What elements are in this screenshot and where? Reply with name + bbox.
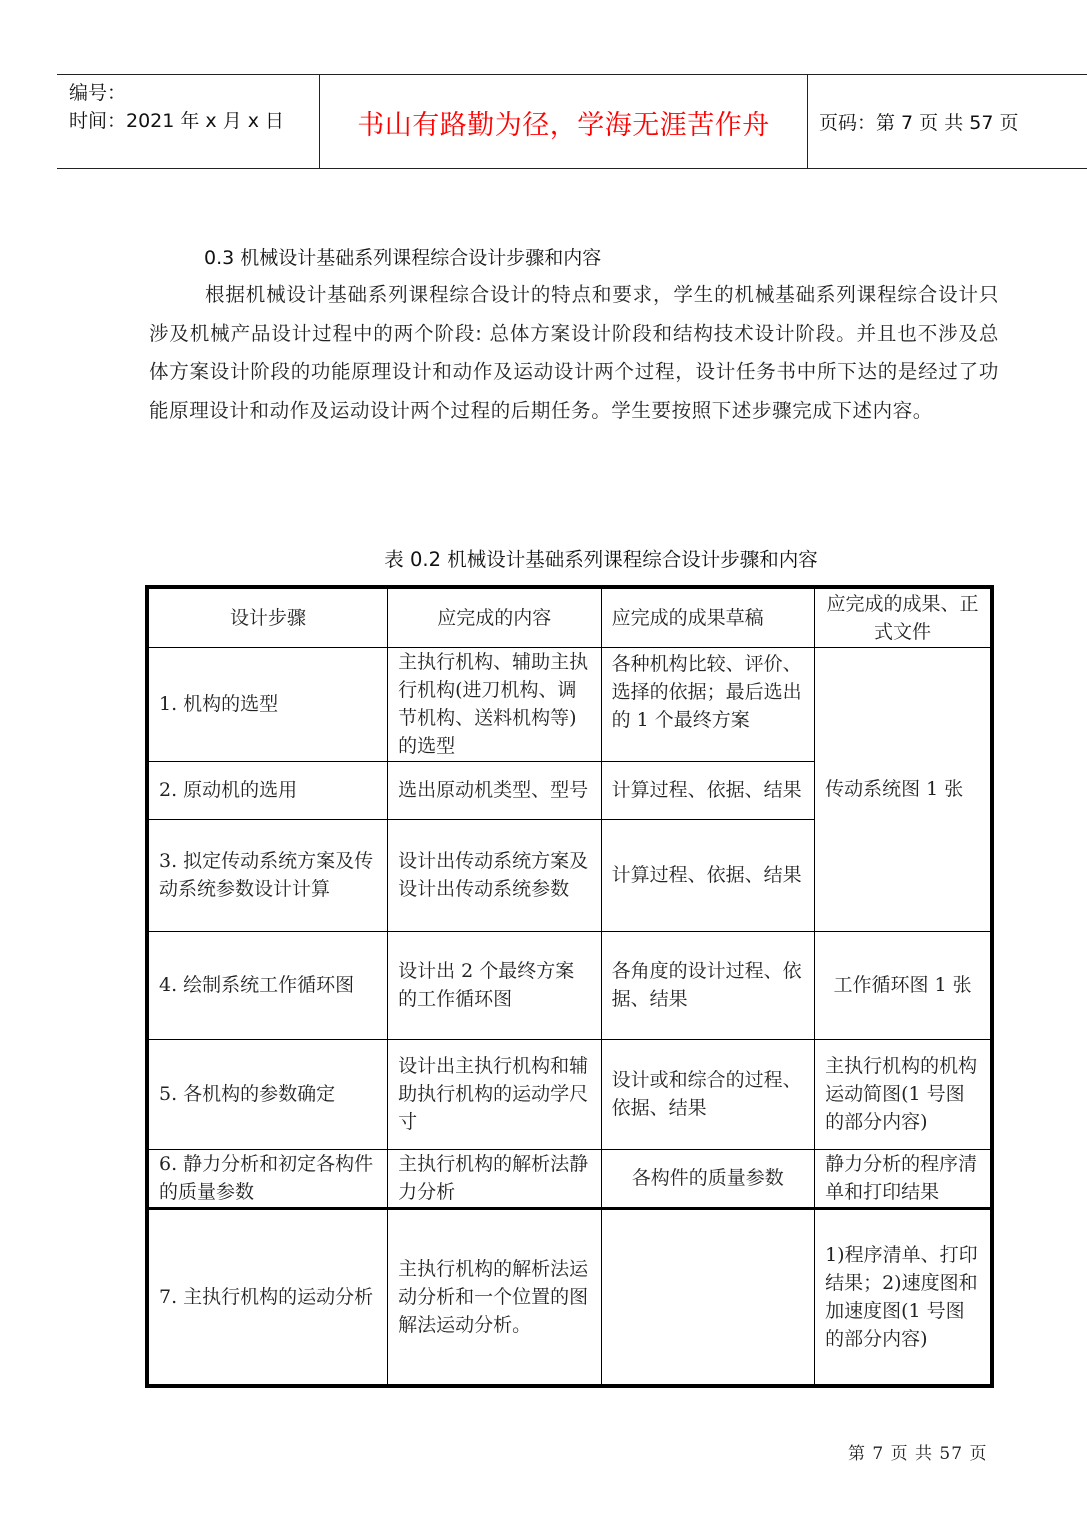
step-cell: 4. 绘制系统工作循环图 <box>147 931 388 1039</box>
draft-cell: 计算过程、依据、结果 <box>601 819 815 931</box>
section-paragraph: 根据机械设计基础系列课程综合设计的特点和要求，学生的机械基础系列课程综合设计只涉及机械产品设计过程中的两个阶段: 总体方案设计阶段和结构技术设计阶段。并且也不涉及总体方案设计阶段的功能原理设计和动作及运动设计两个过程，设计任务书中所下达的是经过了功能原理设计和动作及运动设计两个过程的后期任务。学生要按照下述步骤完成下述内容。 <box>149 283 999 422</box>
header-divider <box>807 75 808 168</box>
step-cell: 5. 各机构的参数确定 <box>147 1039 388 1149</box>
table-row <box>147 1208 992 1386</box>
table-row <box>147 931 992 1039</box>
draft-cell: 各种机构比较、评价、选择的依据；最后选出的 1 个最终方案 <box>601 647 815 761</box>
header-cell: 应完成的成果、正式文件 <box>815 587 992 647</box>
draft-cell: 各角度的设计过程、依据、结果 <box>601 931 815 1039</box>
content-cell: 设计出传动系统方案及设计出传动系统参数 <box>388 819 602 931</box>
content-cell: 主执行机构、辅助主执行机构(进刀机构、调节机构、送料机构等)的选型 <box>388 647 602 761</box>
formal-cell: 静力分析的程序清单和打印结果 <box>815 1149 992 1208</box>
content-cell: 设计出 2 个最终方案的工作循环图 <box>388 931 602 1039</box>
step-cell: 1. 机构的选型 <box>147 647 388 761</box>
step-cell: 7. 主执行机构的运动分析 <box>147 1208 388 1386</box>
formal-cell: 工作循环图 1 张 <box>815 931 992 1039</box>
step-cell: 3. 拟定传动系统方案及传动系统参数设计计算 <box>147 819 388 931</box>
header-cell: 应完成的内容 <box>388 587 602 647</box>
design-steps-table <box>145 585 994 1388</box>
draft-cell: 设计或和综合的过程、依据、结果 <box>601 1039 815 1149</box>
draft-cell: 各构件的质量参数 <box>601 1149 815 1208</box>
step-cell: 2. 原动机的选用 <box>147 761 388 819</box>
page-footer: 第 7 页 共 57 页 <box>848 1444 988 1464</box>
table-caption: 表 0.2 机械设计基础系列课程综合设计步骤和内容 <box>384 548 818 571</box>
draft-cell <box>601 1208 815 1386</box>
table-row <box>147 1039 992 1149</box>
page-header <box>57 74 1087 169</box>
header-motto: 书山有路勤为径，学海无涯苦作舟 <box>357 110 770 141</box>
draft-cell: 计算过程、依据、结果 <box>601 761 815 819</box>
header-cell: 设计步骤 <box>147 587 388 647</box>
table-row <box>147 647 992 761</box>
formal-cell: 传动系统图 1 张 <box>815 647 992 931</box>
content-cell: 设计出主执行机构和辅助执行机构的运动学尺寸 <box>388 1039 602 1149</box>
document-date: 时间：2021 年 x 月 x 日 <box>69 110 285 132</box>
content-cell: 主执行机构的解析法静力分析 <box>388 1149 602 1208</box>
step-cell: 6. 静力分析和初定各构件的质量参数 <box>147 1149 388 1208</box>
document-number-label: 编号： <box>69 82 127 104</box>
header-meta <box>69 79 284 135</box>
content-cell: 主执行机构的解析法运动分析和一个位置的图解法运动分析。 <box>388 1208 602 1386</box>
header-page-number: 页码：第 7 页 共 57 页 <box>819 112 1019 134</box>
table-header-row <box>147 587 992 647</box>
section-title: 0.3 机械设计基础系列课程综合设计步骤和内容 <box>204 247 602 269</box>
content-cell: 选出原动机类型、型号 <box>388 761 602 819</box>
formal-cell: 1)程序清单、打印结果；2)速度图和加速度图(1 号图的部分内容) <box>815 1208 992 1386</box>
table-row <box>147 1149 992 1208</box>
formal-cell: 主执行机构的机构运动简图(1 号图的部分内容) <box>815 1039 992 1149</box>
header-cell: 应完成的成果草稿 <box>601 587 815 647</box>
